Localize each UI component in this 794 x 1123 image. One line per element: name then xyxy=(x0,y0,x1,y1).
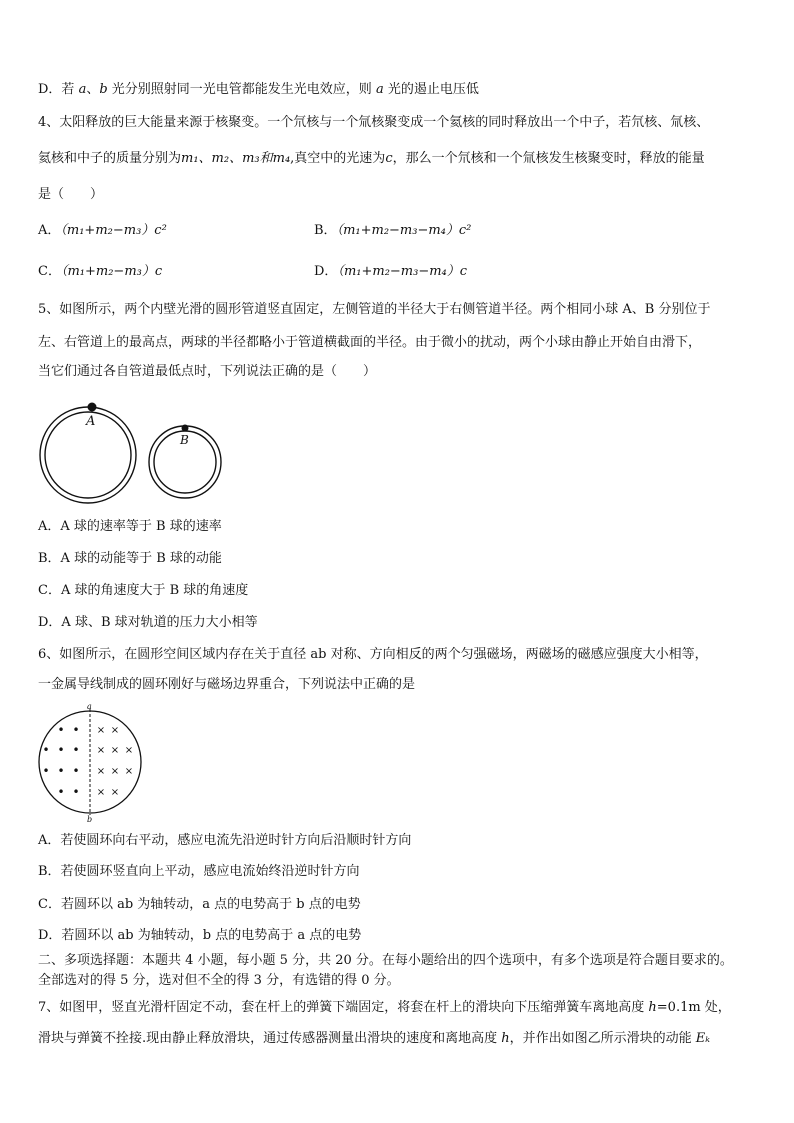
q3-d-a2: a xyxy=(375,82,384,97)
q5-figure-pipes xyxy=(36,398,226,510)
q4-line2-prefix: 氦核和中子的质量分别为 xyxy=(38,151,182,166)
option-key: D． xyxy=(314,264,338,279)
q3-d-b: b xyxy=(99,82,108,97)
q7-line2-prefix: 滑块与弹簧不拴接.现由静止释放滑块，通过传感器测量出滑块的速度和离地高度 xyxy=(38,1031,502,1046)
dot: • xyxy=(57,785,65,799)
q7-line2-suffix: ，并作出如图乙所示滑块的动能 xyxy=(509,1031,696,1046)
dot: • xyxy=(42,764,50,778)
q6-figure-magnetic-field xyxy=(36,703,146,823)
q5-stem-line-1: 5、如图所示，两个内壁光滑的圆形管道竖直固定，左侧管道的半径大于右侧管道半径。两个相同小球 A、B 分别位于 xyxy=(38,302,711,317)
dot: • xyxy=(72,723,80,737)
q5-option-c: C．A 球的角速度大于 B 球的角速度 xyxy=(38,583,249,598)
q3-d-sep: 、 xyxy=(86,82,100,97)
dot: • xyxy=(72,743,80,757)
ball-b xyxy=(182,425,189,432)
q7-line1-prefix: 7、如图甲，竖直光滑杆固定不动，套在杆上的弹簧下端固定，将套在杆上的滑块向下压缩弹簧车离地高度 xyxy=(38,1000,649,1015)
q4-stem-line-1: 4、太阳释放的巨大能量来源于核聚变。一个氘核与一个氚核聚变成一个氦核的同时释放出一个中子，若氘核、氚核、 xyxy=(38,115,710,130)
cross: × xyxy=(96,745,106,756)
cross: × xyxy=(124,766,134,777)
q4-option-c xyxy=(38,262,162,282)
q5-option-d: D．A 球、B 球对轨道的压力大小相等 xyxy=(38,615,258,630)
q3-d-suffix: 光的遏止电压低 xyxy=(383,82,479,97)
q4-c: c xyxy=(385,151,393,166)
q7-ek: Eₖ xyxy=(695,1031,711,1046)
q3-d-mid: 光分别照射同一光电管都能发生光电效应，则 xyxy=(107,82,376,97)
option-expr: （m₁+m₂−m₃）c² xyxy=(60,223,167,238)
dot: • xyxy=(57,723,65,737)
q6-option-b: B．若使圆环竖直向上平动，感应电流始终沿逆时针方向 xyxy=(38,864,360,879)
option-key: B． xyxy=(314,223,337,238)
q3-option-d xyxy=(38,80,479,100)
q4-option-b xyxy=(314,221,471,241)
option-expr: （m₁+m₂−m₃−m₄）c² xyxy=(336,223,472,238)
field-in-crosses xyxy=(97,725,133,798)
q7-stem-line-2 xyxy=(38,1029,710,1049)
cross: × xyxy=(110,725,120,736)
q5-stem-line-2: 左、右管道上的最高点，两球的半径都略小于管道横截面的半径。由于微小的扰动，两个小球由静止开始自由滑下， xyxy=(38,335,702,350)
option-expr: （m₁+m₂−m₃−m₄）c xyxy=(337,264,468,279)
dot: • xyxy=(57,743,65,757)
q6-option-d: D．若圆环以 ab 为轴转动，b 点的电势高于 a 点的电势 xyxy=(38,928,362,943)
q7-h2: h xyxy=(501,1031,510,1046)
label-b: b xyxy=(87,815,93,824)
cross: × xyxy=(110,745,120,756)
q7-line1-suffix: =0.1m 处， xyxy=(656,1000,731,1015)
q6-option-c: C．若圆环以 ab 为轴转动，a 点的电势高于 b 点的电势 xyxy=(38,897,361,912)
dot: • xyxy=(57,764,65,778)
q6-option-a: A．若使圆环向右平动，感应电流先沿逆时针方向后沿顺时针方向 xyxy=(38,833,412,848)
cross: × xyxy=(110,787,120,798)
label-a: A xyxy=(86,414,96,429)
q3-d-prefix: D．若 xyxy=(38,82,79,97)
label-a: a xyxy=(87,702,92,711)
cross: × xyxy=(110,766,120,777)
dot: • xyxy=(72,764,80,778)
q4-stem-line-2 xyxy=(38,149,705,169)
cross: × xyxy=(96,766,106,777)
ball-a xyxy=(88,403,97,412)
q4-line2-mid: ,真空中的光速为 xyxy=(290,151,386,166)
q4-stem-line-3: 是（ ） xyxy=(38,187,104,202)
dot: • xyxy=(72,785,80,799)
q6-stem-line-2: 一金属导线制成的圆环刚好与磁场边界重合，下列说法中正确的是 xyxy=(38,677,416,692)
section2-heading-line-2: 全部选对的得 5 分，选对但不全的得 3 分，有选错的得 0 分。 xyxy=(38,973,400,988)
q4-option-a xyxy=(38,221,167,241)
cross: × xyxy=(124,745,134,756)
dot: • xyxy=(42,743,50,757)
q6-stem-line-1: 6、如图所示，在圆形空间区域内存在关于直径 ab 对称、方向相反的两个匀强磁场，两磁场的磁感应强度大小相等， xyxy=(38,647,708,662)
q4-masses: m₁、m₂、m₃和m₄ xyxy=(181,151,291,166)
q4-option-d xyxy=(314,262,467,282)
q5-stem-line-3: 当它们通过各自管道最低点时，下列说法正确的是（ ） xyxy=(38,364,377,379)
option-key: A． xyxy=(38,223,61,238)
q7-h: h xyxy=(648,1000,657,1015)
q5-option-a: A．A 球的速率等于 B 球的速率 xyxy=(38,519,222,534)
q4-line2-suffix: ，那么一个氘核和一个氚核发生核聚变时，释放的能量 xyxy=(392,151,705,166)
label-b: B xyxy=(180,433,189,447)
option-expr: （m₁+m₂−m₃）c xyxy=(60,264,163,279)
q3-d-a: a xyxy=(78,82,87,97)
cross: × xyxy=(96,787,106,798)
option-key: C． xyxy=(38,264,61,279)
q7-stem-line-1 xyxy=(38,998,731,1018)
q5-option-b: B．A 球的动能等于 B 球的动能 xyxy=(38,551,222,566)
cross: × xyxy=(96,725,106,736)
field-out-dots xyxy=(42,723,79,799)
section2-heading-line-1: 二、多项选择题：本题共 4 小题，每小题 5 分，共 20 分。在每小题给出的四个选项中，有多个选项是符合题目要求的。 xyxy=(38,953,733,968)
